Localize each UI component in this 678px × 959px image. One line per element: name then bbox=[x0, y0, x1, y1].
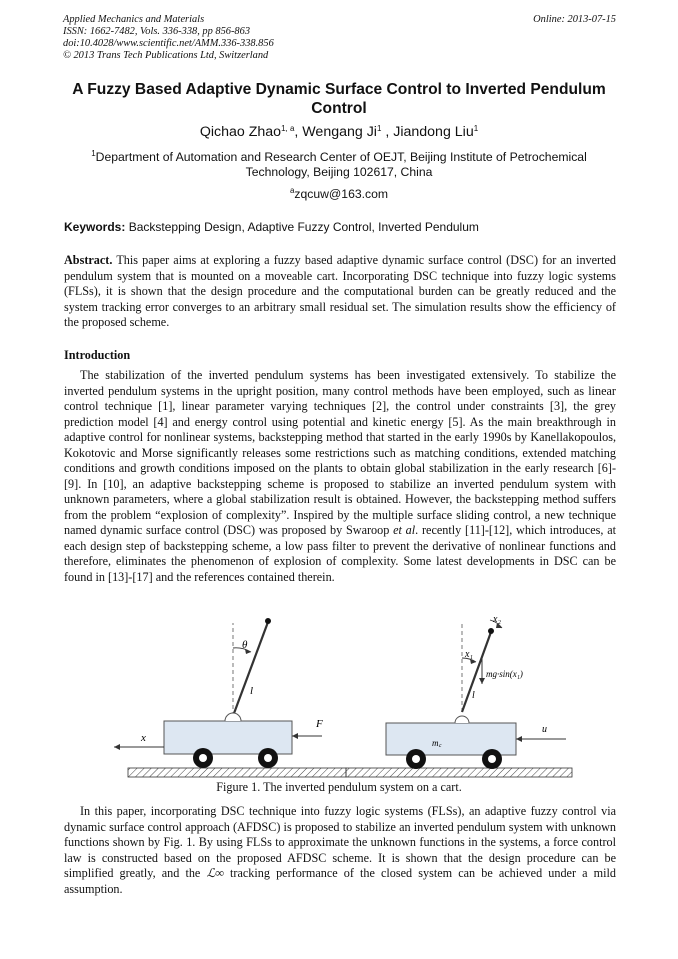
abstract-label: Abstract. bbox=[64, 253, 113, 267]
pivot-joint bbox=[225, 713, 241, 721]
affiliation bbox=[70, 150, 608, 180]
email-mark: a bbox=[289, 186, 295, 195]
introduction-paragraph bbox=[64, 368, 616, 585]
para2-text-part2: tracking performance of the closed system can be achieved under a mild assumption. bbox=[64, 866, 616, 896]
cart-mass-label: m꜀ bbox=[432, 738, 442, 748]
pendulum-rod bbox=[233, 622, 268, 716]
gravity-component-label: mg·sin(x₁) bbox=[486, 669, 523, 679]
para2-text-part1: In this paper, incorporating DSC technique into fuzzy logic systems (FLSs), an adaptive fuzzy control via dynamic surface control approach (AFDSC) is proposed to stabilize an inverted pendulum system with unknown functions shown by Fig. 1. By using FLSs to approximate the unknown functions in the systems, a force control law is constructed based on the proposed AFDSC scheme. It is shown that the design procedure can be simplified greatly, and the bbox=[64, 804, 616, 881]
author-affil-mark: 1 bbox=[376, 124, 382, 133]
author-name: Wengang Ji bbox=[302, 124, 377, 140]
author-affil-mark: 1 bbox=[473, 124, 479, 133]
affiliation-text: Department of Automation and Research Center of OEJT, Beijing Institute of Petrochemical Technology, Beijing 102617, China bbox=[95, 150, 587, 179]
email-address[interactable]: zqcuw@163.com bbox=[294, 187, 389, 201]
email-line bbox=[0, 187, 678, 201]
copyright-line: © 2013 Trans Tech Publications Ltd, Switzerland bbox=[63, 50, 269, 61]
pendulum-mass bbox=[265, 618, 271, 624]
keywords bbox=[64, 220, 616, 234]
control-input-label: u bbox=[542, 724, 547, 735]
figure-caption: Figure 1. The inverted pendulum system on a cart. bbox=[216, 780, 462, 794]
abstract bbox=[64, 253, 616, 331]
author-list: Qichao Zhao$^{1, a}$, Wengang Ji$^1$ , Jiandong Liu$^1$ bbox=[199, 124, 479, 140]
doi-line: doi:10.4028/www.scientific.net/AMM.336-338.856 bbox=[63, 38, 274, 49]
pivot-joint bbox=[455, 716, 469, 723]
paper-title: A Fuzzy Based Adaptive Dynamic Surface Control to Inverted Pendulum Control bbox=[72, 81, 606, 117]
force-label: F bbox=[316, 718, 323, 730]
l-infinity-symbol: ℒ∞ bbox=[206, 866, 224, 881]
ground-left bbox=[128, 768, 346, 777]
left-cart-diagram bbox=[114, 618, 323, 768]
journal-name: Applied Mechanics and Materials bbox=[63, 14, 205, 25]
length-label: l bbox=[472, 690, 475, 701]
author-name: Qichao Zhao bbox=[199, 124, 282, 140]
cart-body bbox=[164, 721, 292, 754]
intro-etal: et al bbox=[393, 523, 416, 537]
theta-label: θ bbox=[242, 639, 248, 651]
position-label: x bbox=[141, 732, 146, 744]
section-heading-introduction: Introduction bbox=[64, 348, 131, 362]
length-label: l bbox=[250, 685, 254, 697]
journal-header bbox=[63, 14, 616, 62]
body-paragraph bbox=[64, 804, 616, 898]
author-affil-mark: 1, a bbox=[281, 124, 295, 133]
x1-label: x₁ bbox=[465, 649, 473, 660]
abstract-text: This paper aims at exploring a fuzzy based adaptive dynamic surface control (DSC) for an inverted pendulum system that is mounted on a moveable cart. Incorporating DSC technique into fuzzy logic systems (FLSs), it is shown that the design procedure and the computational burden can be greatly reduced and the system tracking error converges to an arbitrary small residual set. The simulation results show the efficiency of the proposed scheme. bbox=[64, 253, 616, 330]
keywords-label: Keywords: bbox=[64, 220, 126, 234]
x2-label: x₂ bbox=[493, 614, 501, 625]
author-name: Jiandong Liu bbox=[393, 124, 474, 140]
affiliation-mark: 1 bbox=[91, 149, 96, 158]
ground-right bbox=[346, 768, 572, 777]
inverted-pendulum-figure bbox=[106, 608, 582, 786]
keywords-text: Backstepping Design, Adaptive Fuzzy Control, Inverted Pendulum bbox=[128, 220, 479, 234]
right-cart-diagram bbox=[386, 614, 566, 769]
pendulum-mass bbox=[488, 628, 494, 634]
issn-line: ISSN: 1662-7482, Vols. 336-338, pp 856-863 bbox=[63, 26, 251, 37]
intro-text-part2: . recently [11]-[12], which introduces, at each design step of backstepping scheme, a low pass filter to prevent the derivative of nonlinear functions and therefore, eliminates the phenomenon of explosion of complexity. Some latest developments in DSC can be found in [13]-[17] and the references contained therein. bbox=[64, 523, 616, 584]
online-date: Online: 2013-07-15 bbox=[533, 14, 616, 25]
intro-text-part1: The stabilization of the inverted pendulum systems has been investigated extensively. To stabilize the inverted pendulum systems in the upright position, many control methods have been employed, such as linear control technique [1], linear parameter varying techniques [2], the control under constraints [3], the grey prediction model [4] and energy control using potential and kinetic energy [5]. As the main breakthrough in adaptive control for nonlinear systems, backstepping method that started in the early 1990s by Kanellakopoulos, Kokotovic and Morse significantly releases some restrictions such as matching conditions, extended matching conditions and growth conditions imposed on the plants to obtain global stabilization in the early research [6]-[9]. In [10], an adaptive backstepping scheme is proposed to stabilize an inverted pendulum system with unknown parameters, where a global stabilization result is obtained. However, the backstepping method suffers from the problem “explosion of complexity”. Inspired by the multiple surface sliding control, a new technique named dynamic surface control (DSC) was proposed by Swaroop bbox=[64, 368, 616, 537]
